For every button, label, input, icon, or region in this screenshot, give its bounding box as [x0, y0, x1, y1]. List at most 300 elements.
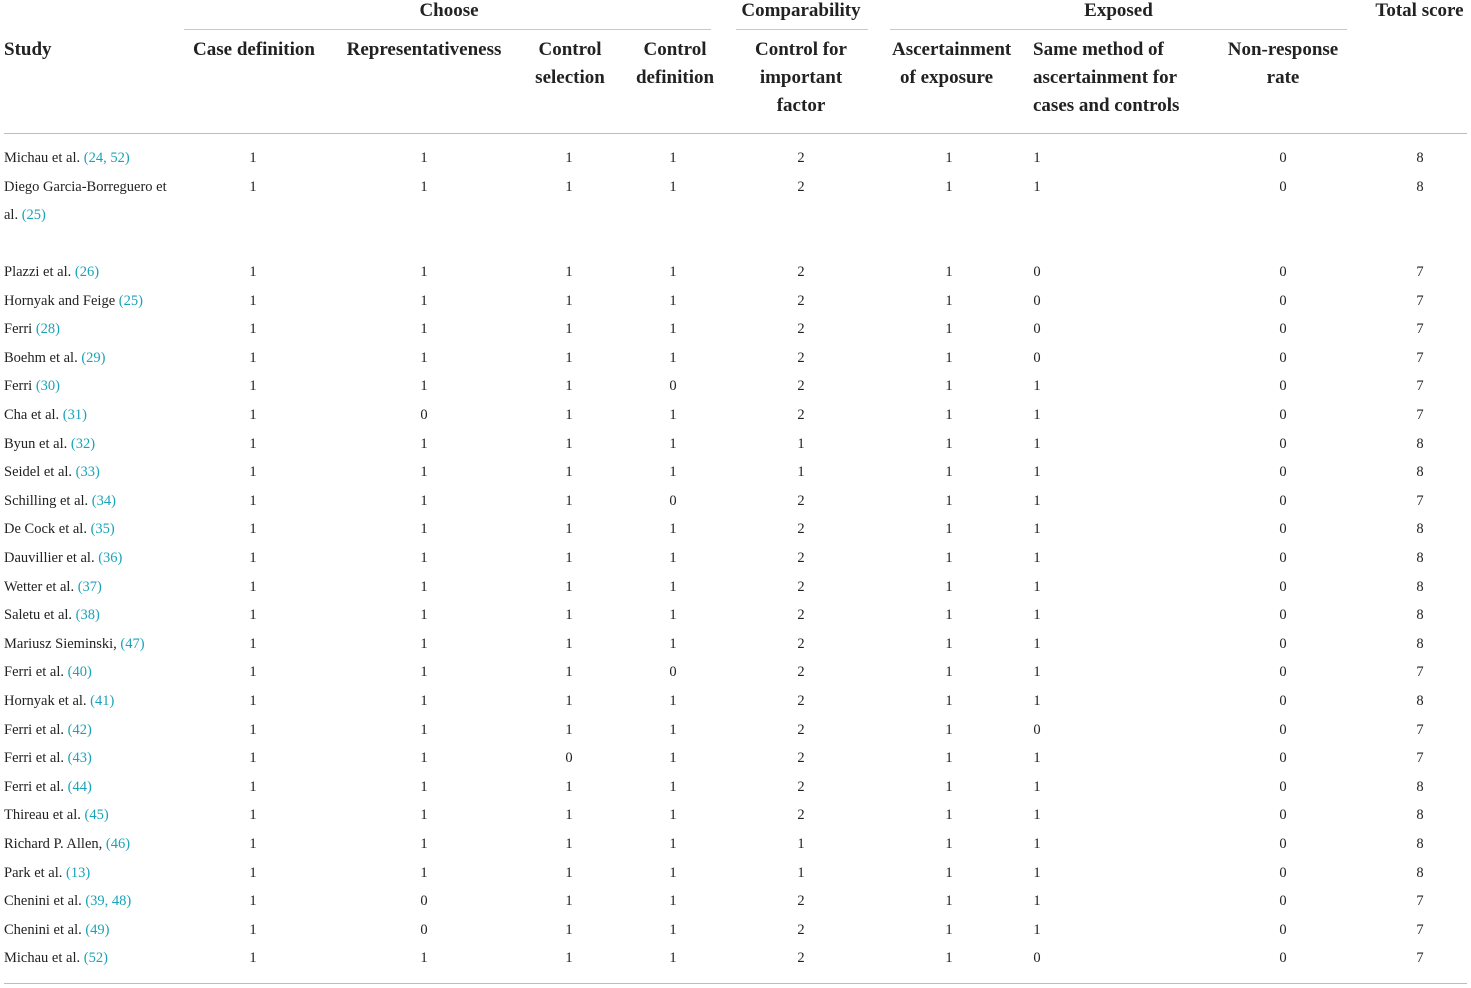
- score-case-definition: 1: [249, 378, 257, 395]
- header-non-response-line1: Non-response: [1227, 39, 1339, 60]
- score-ascertainment-exposure: 1: [945, 349, 953, 366]
- header-ascertainment-line1: Ascertainment: [892, 39, 1012, 60]
- score-non-response-rate: 0: [1279, 150, 1287, 166]
- score-control-definition: 1: [669, 178, 677, 195]
- score-control-selection: 1: [565, 664, 573, 681]
- score-non-response-rate: 0: [1279, 264, 1287, 281]
- score-total-score: 7: [1416, 321, 1424, 338]
- score-representativeness: 1: [420, 435, 428, 452]
- study-reference-link[interactable]: (30): [35, 378, 60, 395]
- score-total-score: 8: [1416, 178, 1424, 195]
- table-row: [0, 601, 1471, 630]
- score-non-response-rate: 0: [1279, 693, 1287, 709]
- study-name: Ferri: [4, 378, 33, 395]
- header-control-selection-line2: selection: [535, 67, 605, 88]
- study-name: Byun et al.: [4, 435, 68, 452]
- study-cell: [4, 630, 174, 659]
- score-same-method: 1: [1033, 150, 1041, 166]
- score-non-response-rate: 0: [1279, 550, 1287, 567]
- table-row: [0, 773, 1471, 802]
- score-total-score: 8: [1416, 578, 1424, 595]
- study-cell: [4, 944, 174, 973]
- study-name: Ferri et al.: [4, 664, 64, 681]
- header-study: Study: [4, 39, 52, 60]
- header-case-definition: Case definition: [193, 39, 315, 60]
- score-representativeness: 1: [420, 693, 428, 709]
- score-ascertainment-exposure: 1: [945, 464, 953, 481]
- score-control-important-factor: 2: [797, 693, 805, 709]
- score-case-definition: 1: [249, 835, 257, 852]
- score-case-definition: 1: [249, 521, 257, 538]
- score-case-definition: 1: [249, 464, 257, 481]
- score-control-selection: 1: [565, 578, 573, 595]
- score-total-score: 8: [1416, 550, 1424, 567]
- study-reference-link[interactable]: (28): [35, 321, 60, 338]
- study-reference-link[interactable]: (44): [67, 778, 92, 795]
- score-control-definition: 1: [669, 321, 677, 338]
- header-control-definition-line1: Control: [643, 39, 707, 60]
- table-row: [0, 173, 1471, 259]
- score-non-response-rate: 0: [1279, 607, 1287, 624]
- score-representativeness: 0: [420, 407, 428, 424]
- score-control-selection: 1: [565, 721, 573, 738]
- score-control-definition: 1: [669, 407, 677, 424]
- study-reference-link[interactable]: (49): [85, 921, 110, 938]
- study-name: Hornyak et al.: [4, 693, 87, 709]
- study-reference-link[interactable]: (38): [75, 607, 100, 624]
- score-same-method: 0: [1033, 292, 1041, 309]
- score-total-score: 8: [1416, 807, 1424, 824]
- score-ascertainment-exposure: 1: [945, 607, 953, 624]
- table-row: [0, 344, 1471, 373]
- study-cell: [4, 544, 174, 573]
- score-non-response-rate: 0: [1279, 435, 1287, 452]
- table-row: [0, 687, 1471, 716]
- score-same-method: 1: [1033, 407, 1041, 424]
- score-control-definition: 1: [669, 464, 677, 481]
- score-total-score: 7: [1416, 264, 1424, 281]
- score-control-selection: 1: [565, 349, 573, 366]
- score-control-definition: 1: [669, 578, 677, 595]
- study-cell: [4, 773, 174, 802]
- study-cell: [4, 830, 174, 859]
- score-same-method: 1: [1033, 864, 1041, 881]
- score-control-selection: 1: [565, 693, 573, 709]
- score-non-response-rate: 0: [1279, 521, 1287, 538]
- score-control-important-factor: 2: [797, 950, 805, 967]
- score-representativeness: 1: [420, 864, 428, 881]
- study-name: Saletu et al.: [4, 607, 73, 624]
- score-control-selection: 1: [565, 492, 573, 509]
- score-case-definition: 1: [249, 150, 257, 166]
- study-name: Wetter et al.: [4, 578, 75, 595]
- score-ascertainment-exposure: 1: [945, 178, 953, 195]
- score-ascertainment-exposure: 1: [945, 835, 953, 852]
- score-representativeness: 1: [420, 492, 428, 509]
- table-row: [0, 916, 1471, 945]
- score-total-score: 8: [1416, 607, 1424, 624]
- score-control-selection: 1: [565, 521, 573, 538]
- score-non-response-rate: 0: [1279, 893, 1287, 910]
- study-name: Chenini et al.: [4, 921, 82, 938]
- score-control-definition: 1: [669, 150, 677, 166]
- score-control-important-factor: 2: [797, 349, 805, 366]
- header-ascertainment-exposure: [892, 36, 1011, 92]
- score-case-definition: 1: [249, 778, 257, 795]
- table-row: [0, 372, 1471, 401]
- score-control-definition: 1: [669, 721, 677, 738]
- column-group-header: [0, 0, 1471, 30]
- score-case-definition: 1: [249, 893, 257, 910]
- score-case-definition: 1: [249, 693, 257, 709]
- score-total-score: 7: [1416, 950, 1424, 967]
- score-case-definition: 1: [249, 635, 257, 652]
- score-same-method: 1: [1033, 750, 1041, 767]
- table-row: [0, 544, 1471, 573]
- score-control-important-factor: 2: [797, 178, 805, 195]
- study-reference-link[interactable]: (36): [98, 550, 123, 567]
- study-reference-link[interactable]: (42): [67, 721, 92, 738]
- score-same-method: 1: [1033, 464, 1041, 481]
- score-total-score: 7: [1416, 750, 1424, 767]
- header-control-selection: [520, 36, 620, 92]
- score-same-method: 0: [1033, 349, 1041, 366]
- header-control-important-line1: Control for: [755, 39, 847, 60]
- score-total-score: 8: [1416, 150, 1424, 166]
- score-representativeness: 1: [420, 349, 428, 366]
- score-control-definition: 1: [669, 921, 677, 938]
- score-total-score: 7: [1416, 292, 1424, 309]
- score-control-definition: 1: [669, 435, 677, 452]
- score-control-definition: 0: [669, 378, 677, 395]
- header-same-method-line2: ascertainment for: [1033, 67, 1178, 88]
- score-case-definition: 1: [249, 292, 257, 309]
- score-control-selection: 1: [565, 921, 573, 938]
- table-row: [0, 830, 1471, 859]
- score-control-important-factor: 2: [797, 921, 805, 938]
- score-representativeness: 1: [420, 378, 428, 395]
- study-cell: [4, 258, 174, 287]
- study-reference-link[interactable]: (39, 48): [85, 893, 132, 910]
- score-control-definition: 1: [669, 292, 677, 309]
- score-case-definition: 1: [249, 607, 257, 624]
- study-reference-link[interactable]: (35): [90, 521, 115, 538]
- study-reference-link[interactable]: (32): [70, 435, 96, 452]
- score-non-response-rate: 0: [1279, 349, 1287, 366]
- score-ascertainment-exposure: 1: [945, 550, 953, 567]
- score-total-score: 8: [1416, 635, 1424, 652]
- study-reference-link[interactable]: (45): [84, 807, 109, 824]
- study-reference-link[interactable]: (25): [21, 207, 46, 224]
- score-same-method: 1: [1033, 893, 1041, 910]
- header-same-method-line3: cases and controls: [1033, 95, 1180, 116]
- score-control-selection: 1: [565, 893, 573, 910]
- score-same-method: 1: [1033, 778, 1041, 795]
- score-non-response-rate: 0: [1279, 635, 1287, 652]
- score-ascertainment-exposure: 1: [945, 664, 953, 681]
- score-control-important-factor: 2: [797, 607, 805, 624]
- header-control-definition-line2: definition: [635, 67, 715, 88]
- study-cell: [4, 487, 174, 516]
- table-row: [0, 144, 1471, 173]
- header-non-response-line2: rate: [1266, 67, 1300, 88]
- study-reference-link[interactable]: (52): [83, 950, 108, 967]
- score-ascertainment-exposure: 1: [945, 807, 953, 824]
- table-bottom-rule: [4, 983, 1467, 984]
- study-reference-link[interactable]: (24, 52): [83, 150, 130, 166]
- score-representativeness: 1: [420, 150, 428, 166]
- score-ascertainment-exposure: 1: [945, 521, 953, 538]
- score-control-important-factor: 2: [797, 893, 805, 910]
- score-same-method: 1: [1033, 607, 1041, 624]
- table-row: [0, 630, 1471, 659]
- score-non-response-rate: 0: [1279, 864, 1287, 881]
- score-non-response-rate: 0: [1279, 807, 1287, 824]
- score-ascertainment-exposure: 1: [945, 864, 953, 881]
- score-control-important-factor: 1: [797, 435, 805, 452]
- score-same-method: 0: [1033, 950, 1041, 967]
- study-name: Michau et al.: [4, 950, 81, 967]
- score-control-definition: 1: [669, 778, 677, 795]
- group-exposed: Exposed: [1084, 0, 1153, 21]
- score-non-response-rate: 0: [1279, 778, 1287, 795]
- score-same-method: 1: [1033, 807, 1041, 824]
- score-ascertainment-exposure: 1: [945, 693, 953, 709]
- score-case-definition: 1: [249, 264, 257, 281]
- table-row: [0, 859, 1471, 888]
- score-total-score: 7: [1416, 893, 1424, 910]
- score-total-score: 7: [1416, 664, 1424, 681]
- score-control-selection: 1: [565, 607, 573, 624]
- score-case-definition: 1: [249, 950, 257, 967]
- score-control-definition: 1: [669, 550, 677, 567]
- score-total-score: 7: [1416, 407, 1424, 424]
- score-total-score: 8: [1416, 693, 1424, 709]
- table-row: [0, 287, 1471, 316]
- study-reference-link[interactable]: (47): [120, 635, 145, 652]
- study-name: Hornyak and Feige: [4, 292, 116, 309]
- score-non-response-rate: 0: [1279, 835, 1287, 852]
- score-total-score: 8: [1416, 864, 1424, 881]
- study-reference-link[interactable]: (29): [81, 349, 106, 366]
- study-name: Ferri et al.: [4, 721, 64, 738]
- study-name: Seidel et al.: [4, 464, 73, 481]
- score-representativeness: 1: [420, 464, 428, 481]
- study-cell: [4, 601, 174, 630]
- score-case-definition: 1: [249, 578, 257, 595]
- score-case-definition: 1: [249, 407, 257, 424]
- header-control-important-line3: factor: [776, 95, 826, 116]
- study-reference-link[interactable]: (34): [91, 492, 116, 509]
- header-control-important-line2: important: [759, 67, 843, 88]
- score-non-response-rate: 0: [1279, 950, 1287, 967]
- score-control-important-factor: 2: [797, 378, 805, 395]
- score-control-definition: 1: [669, 349, 677, 366]
- score-same-method: 1: [1033, 921, 1041, 938]
- score-same-method: 0: [1033, 264, 1041, 281]
- score-ascertainment-exposure: 1: [945, 778, 953, 795]
- score-control-definition: 1: [669, 835, 677, 852]
- table-body: [0, 144, 1471, 973]
- header-control-definition: [626, 36, 724, 92]
- score-control-important-factor: 2: [797, 150, 805, 166]
- score-non-response-rate: 0: [1279, 321, 1287, 338]
- score-ascertainment-exposure: 1: [945, 578, 953, 595]
- score-control-selection: 1: [565, 178, 573, 195]
- study-cell: [4, 887, 174, 916]
- study-cell: [4, 144, 174, 173]
- score-ascertainment-exposure: 1: [945, 435, 953, 452]
- score-representativeness: 0: [420, 893, 428, 910]
- header-control-selection-line1: Control: [538, 39, 602, 60]
- study-reference-link[interactable]: (26): [74, 264, 100, 281]
- study-reference-link[interactable]: (31): [62, 407, 87, 424]
- study-cell: [4, 515, 174, 544]
- study-reference-link[interactable]: (25): [118, 292, 143, 309]
- score-same-method: 0: [1033, 721, 1041, 738]
- score-representativeness: 1: [420, 521, 428, 538]
- score-ascertainment-exposure: 1: [945, 492, 953, 509]
- study-reference-link[interactable]: (33): [75, 464, 100, 481]
- score-representativeness: 1: [420, 950, 428, 967]
- score-ascertainment-exposure: 1: [945, 635, 953, 652]
- study-cell: [4, 287, 174, 316]
- study-name: Dauvillier et al.: [4, 550, 95, 567]
- score-control-selection: 0: [565, 750, 573, 767]
- study-name: Park et al.: [4, 864, 63, 881]
- table-row: [0, 744, 1471, 773]
- table-row: [0, 258, 1471, 287]
- score-control-important-factor: 2: [797, 721, 805, 738]
- header-divider: [4, 133, 1467, 134]
- study-cell: [4, 315, 174, 344]
- score-control-definition: 0: [669, 664, 677, 681]
- score-representativeness: 1: [420, 664, 428, 681]
- study-cell: [4, 458, 174, 487]
- table-row: [0, 515, 1471, 544]
- score-representativeness: 1: [420, 578, 428, 595]
- score-ascertainment-exposure: 1: [945, 321, 953, 338]
- score-control-definition: 1: [669, 807, 677, 824]
- group-choose-underline: [184, 29, 711, 30]
- study-reference-link[interactable]: (46): [105, 835, 131, 852]
- study-reference-link[interactable]: (13): [66, 864, 91, 881]
- score-case-definition: 1: [249, 435, 257, 452]
- table-row: [0, 801, 1471, 830]
- score-ascertainment-exposure: 1: [945, 721, 953, 738]
- score-representativeness: 1: [420, 807, 428, 824]
- score-control-selection: 1: [565, 407, 573, 424]
- study-name: Thireau et al.: [4, 807, 81, 824]
- score-control-definition: 1: [669, 693, 677, 709]
- study-cell: [4, 801, 174, 830]
- study-reference-link[interactable]: (43): [67, 750, 92, 767]
- score-control-selection: 1: [565, 150, 573, 166]
- table-row: [0, 458, 1471, 487]
- study-cell: [4, 687, 174, 716]
- study-reference-link[interactable]: (37): [77, 578, 102, 595]
- score-total-score: 8: [1416, 435, 1424, 452]
- score-control-selection: 1: [565, 635, 573, 652]
- score-representativeness: 1: [420, 550, 428, 567]
- score-control-selection: 1: [565, 778, 573, 795]
- study-name: Chenini et al.: [4, 893, 82, 910]
- study-cell: [4, 401, 174, 430]
- score-control-definition: 1: [669, 893, 677, 910]
- score-control-important-factor: 1: [797, 835, 805, 852]
- score-non-response-rate: 0: [1279, 721, 1287, 738]
- study-cell: [4, 430, 174, 459]
- score-same-method: 1: [1033, 550, 1041, 567]
- table-row: [0, 944, 1471, 973]
- score-control-important-factor: 2: [797, 550, 805, 567]
- study-cell: [4, 916, 174, 945]
- score-ascertainment-exposure: 1: [945, 378, 953, 395]
- score-same-method: 1: [1033, 521, 1041, 538]
- table-row: [0, 430, 1471, 459]
- score-same-method: 1: [1033, 378, 1041, 395]
- score-same-method: 1: [1033, 635, 1041, 652]
- score-case-definition: 1: [249, 321, 257, 338]
- score-total-score: 7: [1416, 721, 1424, 738]
- score-case-definition: 1: [249, 492, 257, 509]
- table-row: [0, 487, 1471, 516]
- score-control-definition: 1: [669, 264, 677, 281]
- study-reference-link[interactable]: (40): [67, 664, 92, 681]
- score-total-score: 8: [1416, 464, 1424, 481]
- header-control-important-factor: [734, 36, 868, 120]
- table-row: [0, 716, 1471, 745]
- group-comparability-underline: [736, 29, 868, 30]
- score-control-important-factor: 2: [797, 778, 805, 795]
- score-ascertainment-exposure: 1: [945, 292, 953, 309]
- header-ascertainment-line2: of exposure: [900, 67, 994, 88]
- score-ascertainment-exposure: 1: [945, 150, 953, 166]
- score-non-response-rate: 0: [1279, 464, 1287, 481]
- score-control-selection: 1: [565, 321, 573, 338]
- score-control-selection: 1: [565, 550, 573, 567]
- study-cell: [4, 658, 174, 687]
- score-representativeness: 1: [420, 264, 428, 281]
- score-control-important-factor: 2: [797, 578, 805, 595]
- study-reference-link[interactable]: (41): [90, 693, 115, 709]
- score-control-definition: 1: [669, 750, 677, 767]
- score-total-score: 7: [1416, 492, 1424, 509]
- study-name: Diego Garcia-Borreguero et al.: [4, 178, 167, 224]
- study-name: Michau et al.: [4, 150, 81, 166]
- study-cell: [4, 173, 174, 230]
- score-same-method: 1: [1033, 664, 1041, 681]
- score-non-response-rate: 0: [1279, 178, 1287, 195]
- table-row: [0, 658, 1471, 687]
- score-representativeness: 1: [420, 721, 428, 738]
- score-control-definition: 1: [669, 635, 677, 652]
- score-total-score: 7: [1416, 378, 1424, 395]
- score-representativeness: 1: [420, 292, 428, 309]
- score-control-selection: 1: [565, 950, 573, 967]
- score-non-response-rate: 0: [1279, 921, 1287, 938]
- study-cell: [4, 344, 174, 373]
- score-non-response-rate: 0: [1279, 292, 1287, 309]
- header-non-response-rate: [1218, 36, 1348, 92]
- score-case-definition: 1: [249, 721, 257, 738]
- score-case-definition: 1: [249, 921, 257, 938]
- group-choose: Choose: [419, 0, 479, 21]
- score-total-score: 7: [1416, 921, 1424, 938]
- score-case-definition: 1: [249, 750, 257, 767]
- score-ascertainment-exposure: 1: [945, 407, 953, 424]
- score-non-response-rate: 0: [1279, 664, 1287, 681]
